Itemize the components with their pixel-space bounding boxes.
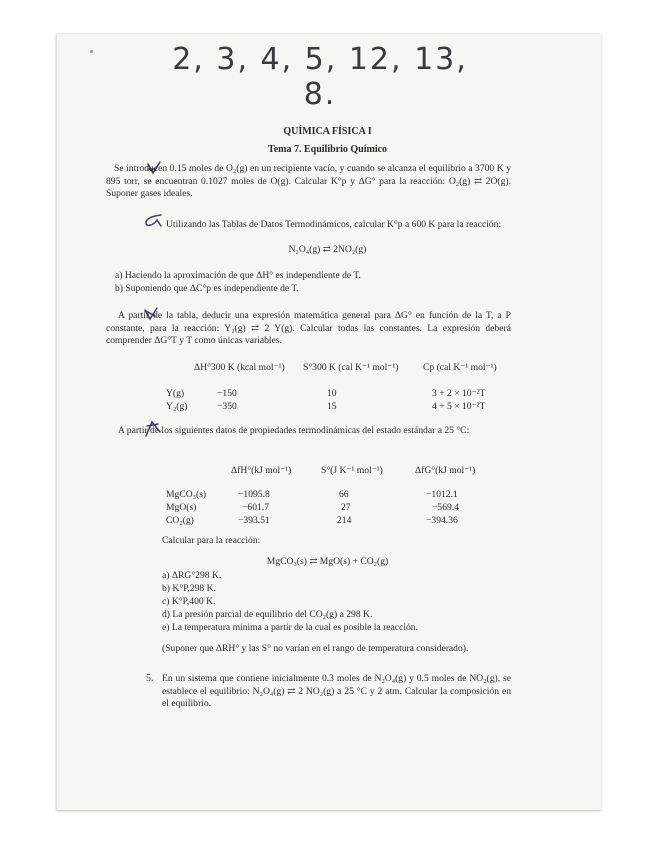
problem-4-item-e: e) La temperatura mínima a partir de la cual es posible la reacción.: [162, 622, 418, 633]
problem-5-number: 5.: [146, 673, 154, 684]
p4-species: CO₂(g): [166, 515, 194, 526]
problem-4-calc-label: Calcular para la reacción:: [162, 535, 261, 546]
p3-dh: −350: [217, 401, 237, 412]
p3-dh: −150: [217, 388, 237, 399]
problem-4-reaction: MgCO₃(s) ⇄ MgO(s) + CO₂(g): [266, 556, 389, 567]
p4-dh: −1095.8: [238, 489, 270, 500]
p4-dg: −394.36: [426, 515, 458, 526]
paper-speck: [90, 50, 93, 53]
p4-s: 27: [341, 502, 351, 513]
p4-s: 66: [339, 489, 349, 500]
topic-title: Tema 7. Equilibrio Químico: [267, 144, 388, 155]
p4-dg: −569.4: [432, 502, 459, 513]
p4-header-dh: ΔfH°(kJ mol⁻¹): [231, 465, 292, 476]
p3-cp: 3 + 2 × 10⁻²T: [432, 388, 486, 399]
problem-2-text: Utilizando las Tablas de Datos Termodinámicos, calcular K°p a 600 K para la reacción:: [166, 219, 502, 230]
problem-4-note: (Suponer que ΔRH° y las S° no varían en el rango de temperatura considerado).: [162, 643, 469, 654]
problem-2-item-b: b) Suponiendo que ΔC°p es independiente de T.: [115, 283, 299, 294]
p4-dh: −601.7: [242, 502, 269, 513]
p3-species: Y(g): [166, 388, 185, 399]
p4-species: MgO(s): [166, 502, 197, 513]
problem-4-item-b: b) K°P,298 K.: [162, 583, 216, 594]
p4-header-s: S°(J K⁻¹ mol⁻¹): [321, 465, 383, 476]
p4-dg: −1012.1: [426, 489, 458, 500]
p4-dh: −393.51: [238, 515, 270, 526]
p3-header-s: S°300 K (cal K⁻¹ mol⁻¹): [303, 362, 399, 373]
p3-s: 10: [327, 388, 337, 399]
problem-4-item-c: c) K°P,400 K.: [162, 596, 216, 607]
p3-species: Y₂(g): [166, 401, 188, 412]
problem-2-item-a: a) Haciendo la aproximación de que ΔH° es independiente de T.: [115, 270, 361, 281]
p3-cp: 4 + 5 × 10⁻²T: [432, 401, 486, 412]
p4-header-dg: ΔfG°(kJ mol⁻¹): [415, 465, 476, 476]
problem-1-text: Se introducen 0.15 moles de O₂(g) en un recipiente vacío, y cuando se alcanza el equilibrio a 3700 K y 895 torr, se encuentran 0.1027 moles de O(g). Calcular K°p y ΔG° para la reacción: O₂(g) ⇄ 2O(g). Suponer gases ideales.: [106, 163, 511, 200]
problem-4-text: A partir de los siguientes datos de propiedades termodinámicas del estado estándar a 25 °C:: [118, 425, 470, 436]
problem-2-reaction: N₂O₄(g) ⇄ 2NO₂(g): [288, 244, 367, 255]
problem-4-item-d: d) La presión parcial de equilibrio del CO₂(g) a 298 K.: [162, 609, 373, 620]
alpha-mark-icon: [143, 212, 163, 228]
p4-species: MgCO₃(s): [166, 489, 207, 500]
handwritten-problem-list: 2, 3, 4, 5, 12, 13, 8.: [172, 42, 468, 112]
p3-header-dh: ΔH°300 K (kcal mol⁻¹): [194, 362, 285, 373]
p4-s: 214: [337, 515, 352, 526]
p3-header-cp: Cp (cal K⁻¹ mol⁻¹): [423, 362, 497, 373]
problem-3-text: A partir de la tabla, deducir una expresión matemática general para ΔG° en función de la T, a P constante, para la reacción: Y₂(g) ⇄ 2 Y(g). Calcular todas las constantes. La expresión deberá comprender ΔG°T y T como únicas variables.: [106, 310, 511, 347]
p3-s: 15: [327, 401, 337, 412]
course-title: QUÍMICA FÍSICA I: [283, 126, 372, 137]
problem-4-item-a: a) ΔRG°298 K.: [162, 570, 222, 581]
problem-5-text: En un sistema que contiene inicialmente 0.3 moles de N₂O₄(g) y 0.5 moles de NO₂(g), se establece el equilibrio: N₂O₄(g) ⇄ 2 NO₂(g) a 25 °C y 2 atm. Calcular la composición en el equilibrio.: [162, 673, 511, 710]
